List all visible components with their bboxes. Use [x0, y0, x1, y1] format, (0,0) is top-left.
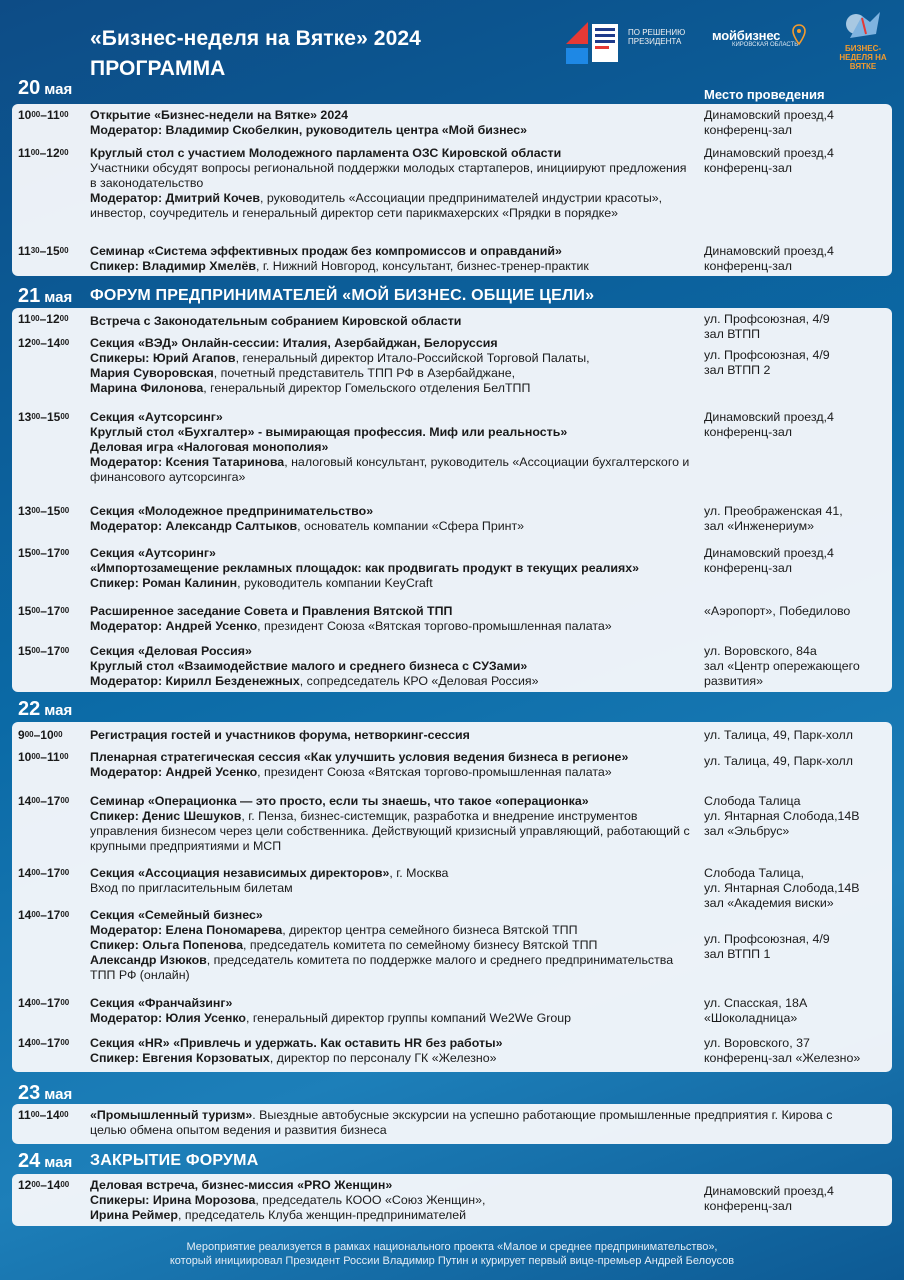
- time-range: $10^{00}-11^{00}$: [18, 108, 69, 122]
- event-description: Расширенное заседание Совета и Правления Вятской ТПП Модератор: Андрей Усенко, президент Союза «Вятская торгово-промышленная палата»: [90, 604, 612, 633]
- time-range: $12^{00}-14^{00}$: [18, 1178, 70, 1192]
- event-description: Открытие «Бизнес-недели на Вятке» 2024 Модератор: Владимир Скобелкин, руководитель центра «Мой бизнес»: [90, 108, 528, 137]
- time-range: $14^{00}-17^{00}$: [18, 908, 70, 922]
- day-label-22: 22 мая: [18, 698, 73, 720]
- day-panel-22: [12, 722, 892, 1072]
- event-venue: ул. Талица, 49, Парк-холл: [704, 754, 854, 768]
- event-description: Секция «Аутсоринг» «Импортозамещение рекламных площадок: как продвигать продукт в текущих реалиях» Спикер: Роман Калинин, руководитель компании KeyCraft: [90, 546, 639, 590]
- event-description: Секция «Ассоциация независимых директоров», г. Москва Вход по пригласительным билетам: [90, 866, 449, 895]
- event-venue: Динамовский проезд,4 конференц-зал: [704, 1184, 834, 1213]
- day-heading: ФОРУМ ПРЕДПРИНИМАТЕЛЕЙ «МОЙ БИЗНЕС. ОБЩИЕ ЦЕЛИ»: [90, 287, 595, 304]
- event-description: Деловая встреча, бизнес-миссия «PRO Женщин» Спикеры: Ирина Морозова, председатель КООО «Союз Женщин», Ирина Реймер, председатель Клуба женщин-предпринимателей: [90, 1178, 486, 1222]
- event-venue: ул. Воровского, 84а зал «Центр опережающего развития»: [704, 644, 860, 688]
- venue-column-header: Место проведения: [704, 87, 825, 102]
- event-venue: ул. Профсоюзная, 4/9 зал ВТПП 2: [704, 348, 830, 377]
- day-panel-24: [12, 1174, 892, 1226]
- time-range: $14^{00}-17^{00}$: [18, 996, 70, 1010]
- event-venue: «Аэропорт», Победилово: [704, 604, 851, 618]
- time-range: $12^{00}-14^{00}$: [18, 336, 70, 350]
- event-description: Встреча с Законодательным собранием Кировской области: [90, 314, 462, 328]
- time-range: $14^{00}-17^{00}$: [18, 1036, 70, 1050]
- event-description: Секция «HR» «Привлечь и удержать. Как оставить HR без работы» Спикер: Евгения Корзоватых, директор по персоналу ГК «Железно»: [90, 1036, 503, 1065]
- time-range: $14^{00}-17^{00}$: [18, 866, 70, 880]
- event-venue: Динамовский проезд,4 конференц-зал: [704, 146, 834, 175]
- event-description: Круглый стол с участием Молодежного парламента ОЗС Кировской области Участники обсудят вопросы региональной поддержки молодых стартаперов, инициируют предложения в законодательство Модератор: Дмитрий Кочев, руководитель «Ассоциации предпринимателей индустрии красоты», инвестор, соучредитель и генеральный директор сети парикмахерских «Прядки в порядке»: [90, 146, 687, 220]
- event-description: Секция «Семейный бизнес» Модератор: Елена Пономарева, директор центра семейного бизнеса Вятской ТПП Спикер: Ольга Попенова, председатель комитета по семейному бизнесу Вятской ТПП Александр Изюков, председатель комитета по поддержке малого и среднего предпринимательства ТПП РФ (онлайн): [90, 908, 674, 982]
- time-range: $9^{00}-10^{00}$: [18, 728, 63, 742]
- time-range: $11^{00}-14^{00}$: [18, 1108, 69, 1122]
- footer-note: Мероприятие реализуется в рамках национального проекта «Малое и среднее предпринимательство», который инициировал Президент России Владимир Путин и курирует первый вице-премьер Андрей Белоусов: [169, 1241, 735, 1267]
- page-title: «Бизнес-неделя на Вятке» 2024 ПРОГРАММА: [90, 27, 421, 80]
- event-venue: ул. Профсоюзная, 4/9 зал ВТПП 1: [704, 932, 830, 961]
- event-description: Регистрация гостей и участников форума, нетворкинг-сессия: [90, 728, 470, 742]
- event-venue: ул. Воровского, 37 конференц-зал «Железно»: [704, 1036, 861, 1065]
- time-range: $10^{00}-11^{00}$: [18, 750, 69, 764]
- national-project-logo: [562, 18, 620, 66]
- event-venue: Динамовский проезд,4 конференц-зал: [704, 244, 834, 273]
- event-venue: ул. Преображенская 41, зал «Инженериум»: [704, 504, 843, 533]
- day-panel-21: [12, 308, 892, 692]
- event-description: «Промышленный туризм». Выездные автобусные экскурсии на успешно работающие промышленные предприятия г. Кирова с целью обмена опытом ведения и развития бизнеса: [90, 1108, 833, 1137]
- event-description: Семинар «Операционка — это просто, если ты знаешь, что такое «операционка» Спикер: Денис Шешуков, г. Пенза, бизнес-системщик, разработка и внедрение инструментов управления бизнесом через цели собственника. Действующий кризисный управляющий, работающий с крупными предприятиями и МСП: [90, 794, 690, 853]
- business-week-caption: БИЗНЕС-НЕДЕЛЯ НА ВЯТКЕ: [839, 44, 887, 71]
- day-heading: ЗАКРЫТИЕ ФОРУМА: [90, 1152, 259, 1169]
- time-range: $11^{30}-15^{00}$: [18, 244, 69, 258]
- event-venue: Слобода Талица ул. Янтарная Слобода,14В зал «Эльбрус»: [704, 794, 860, 838]
- page-header: [0, 0, 904, 100]
- moi-biznes-logo: мойбизнес КИРОВСКАЯ ОБЛАСТЬ: [712, 28, 799, 48]
- time-range: $11^{00}-12^{00}$: [18, 312, 69, 326]
- event-venue: Динамовский проезд,4 конференц-зал: [704, 410, 834, 439]
- time-range: $13^{00}-15^{00}$: [18, 410, 70, 424]
- event-description: Секция «Деловая Россия» Круглый стол «Взаимодействие малого и среднего бизнеса с СУЗами» Модератор: Кирилл Безденежных, сопредседатель КРО «Деловая Россия»: [90, 644, 539, 688]
- day-label-20: 20 мая: [18, 77, 73, 99]
- location-pin-icon: [792, 24, 806, 46]
- day-label-24: 24 мая ЗАКРЫТИЕ ФОРУМА: [18, 1150, 259, 1172]
- event-description: Секция «Аутсорсинг» Круглый стол «Бухгалтер» - вымирающая профессия. Миф или реальность» Деловая игра «Налоговая монополия» Модератор: Ксения Татаринова, налоговый консультант, руководитель «Ассоциации бухгалтерского и финансового аутсорсинга»: [90, 410, 690, 484]
- event-description: Секция «Молодежное предпринимательство» Модератор: Александр Салтыков, основатель компании «Сфера Принт»: [90, 504, 525, 533]
- event-venue: Слобода Талица, ул. Янтарная Слобода,14В зал «Академия виски»: [704, 866, 860, 910]
- time-range: $15^{00}-17^{00}$: [18, 604, 70, 618]
- time-range: $14^{00}-17^{00}$: [18, 794, 70, 808]
- event-venue: Динамовский проезд,4 конференц-зал: [704, 546, 834, 575]
- event-description: Секция «ВЭД» Онлайн-сессии: Италия, Азербайджан, Белоруссия Спикеры: Юрий Агапов, генеральный директор Итало-Российской Торговой Палаты, Мария Суворовская, почетный представитель ТПП РФ в Азербайджане, Марина Филонова, генеральный директор Гомельского отделения БелТПП: [90, 336, 590, 395]
- event-venue: Динамовский проезд,4 конференц-зал: [704, 108, 834, 137]
- event-venue: ул. Талица, 49, Парк-холл: [704, 728, 854, 742]
- day-label-23: 23 мая: [18, 1082, 73, 1104]
- time-range: $15^{00}-17^{00}$: [18, 546, 70, 560]
- time-range: $13^{00}-15^{00}$: [18, 504, 70, 518]
- day-label-21: 21 мая ФОРУМ ПРЕДПРИНИМАТЕЛЕЙ «МОЙ БИЗНЕС. ОБЩИЕ ЦЕЛИ»: [18, 285, 595, 307]
- time-range: $11^{00}-12^{00}$: [18, 146, 69, 160]
- event-venue: ул. Спасская, 18А «Шоколадница»: [704, 996, 808, 1025]
- national-project-caption: ПО РЕШЕНИЮ ПРЕЗИДЕНТА: [628, 28, 686, 46]
- day-panel-20: [12, 104, 892, 276]
- event-description: Секция «Франчайзинг» Модератор: Юлия Усенко, генеральный директор группы компаний We2We Group: [90, 996, 572, 1025]
- day-panel-23: [12, 1104, 892, 1144]
- event-description: Семинар «Система эффективных продаж без компромиссов и оправданий» Спикер: Владимир Хмелёв, г. Нижний Новгород, консультант, бизнес-тренер-практик: [90, 244, 589, 273]
- event-description: Пленарная стратегическая сессия «Как улучшить условия ведения бизнеса в регионе» Модератор: Андрей Усенко, президент Союза «Вятская торгово-промышленная палата»: [90, 750, 629, 779]
- event-venue: ул. Профсоюзная, 4/9 зал ВТПП: [704, 312, 830, 341]
- time-range: $15^{00}-17^{00}$: [18, 644, 70, 658]
